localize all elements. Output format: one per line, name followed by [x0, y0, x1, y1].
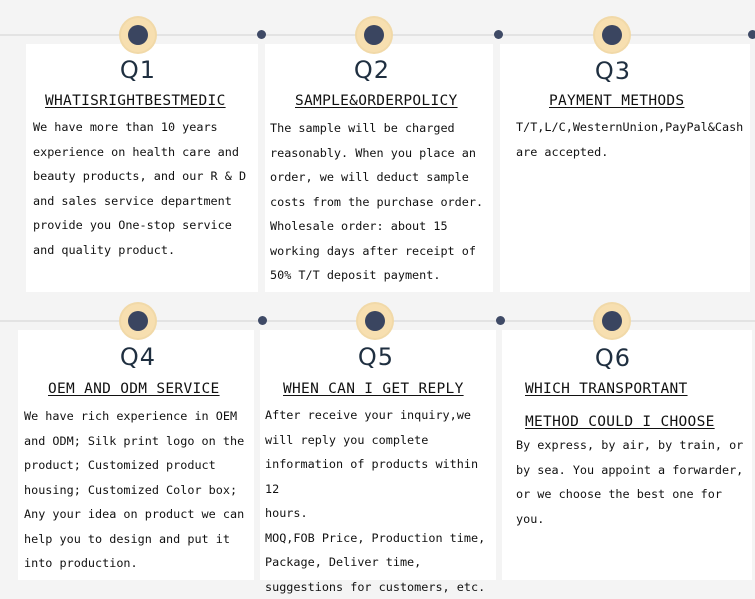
timeline-dot	[496, 316, 505, 325]
card-q4-number: Q4	[119, 343, 157, 371]
card-q1-number: Q1	[119, 56, 157, 84]
timeline-dot	[258, 316, 267, 325]
card-q6-title-line2: METHOD COULD I CHOOSE	[525, 414, 715, 430]
timeline-dot	[748, 30, 755, 39]
card-q2-body: The sample will be charged reasonably. When you place an order, we will deduct sample costs from the purchase order. Wholesale order: about 15 working days after receipt of 50% T/T deposit payment.	[270, 121, 484, 282]
card-q4-title: OEM AND ODM SERVICE	[48, 381, 220, 397]
timeline-dot	[257, 30, 266, 39]
card-q3-body: T/T,L/C,WesternUnion,PayPal&Cash are accepted.	[516, 120, 744, 159]
card-q3-number: Q3	[594, 57, 632, 85]
timeline-dot	[494, 30, 503, 39]
timeline-node-q4	[121, 304, 155, 338]
card-q5-number: Q5	[357, 343, 395, 371]
card-q2-title: SAMPLE&ORDERPOLICY	[295, 93, 458, 109]
card-q1-title: WHATISRIGHTBESTMEDIC	[45, 93, 226, 109]
card-q4-body: We have rich experience in OEM and ODM; Silk print logo on the product; Customized product housing; Customized Color box; Any your idea on product we can help you to design and put it into production.	[24, 409, 245, 570]
card-q5-body: After receive your inquiry,we will reply you complete information of products within 12 hours. MOQ,FOB Price, Production time, Package, Deliver time, suggestions for customers, etc.	[265, 408, 486, 594]
timeline-node-q2	[357, 18, 391, 52]
timeline-node-q6	[595, 304, 629, 338]
card-q6-body: By express, by air, by train, or by sea. You appoint a forwarder, or we choose the best one for you.	[516, 438, 744, 526]
card-q1-body: We have more than 10 years experience on health care and beauty products, and our R & D and sales service department provide you One-stop service and quality product.	[33, 120, 247, 257]
card-q3-title: PAYMENT METHODS	[549, 93, 685, 109]
card-q6-number: Q6	[594, 344, 632, 372]
timeline-node-q3	[595, 18, 629, 52]
card-q6-title: WHICH TRANSPORTANT	[525, 381, 688, 397]
card-q2-number: Q2	[353, 56, 391, 84]
timeline-node-q1	[121, 18, 155, 52]
timeline-node-q5	[358, 304, 392, 338]
card-q5-title: WHEN CAN I GET REPLY	[283, 381, 464, 397]
